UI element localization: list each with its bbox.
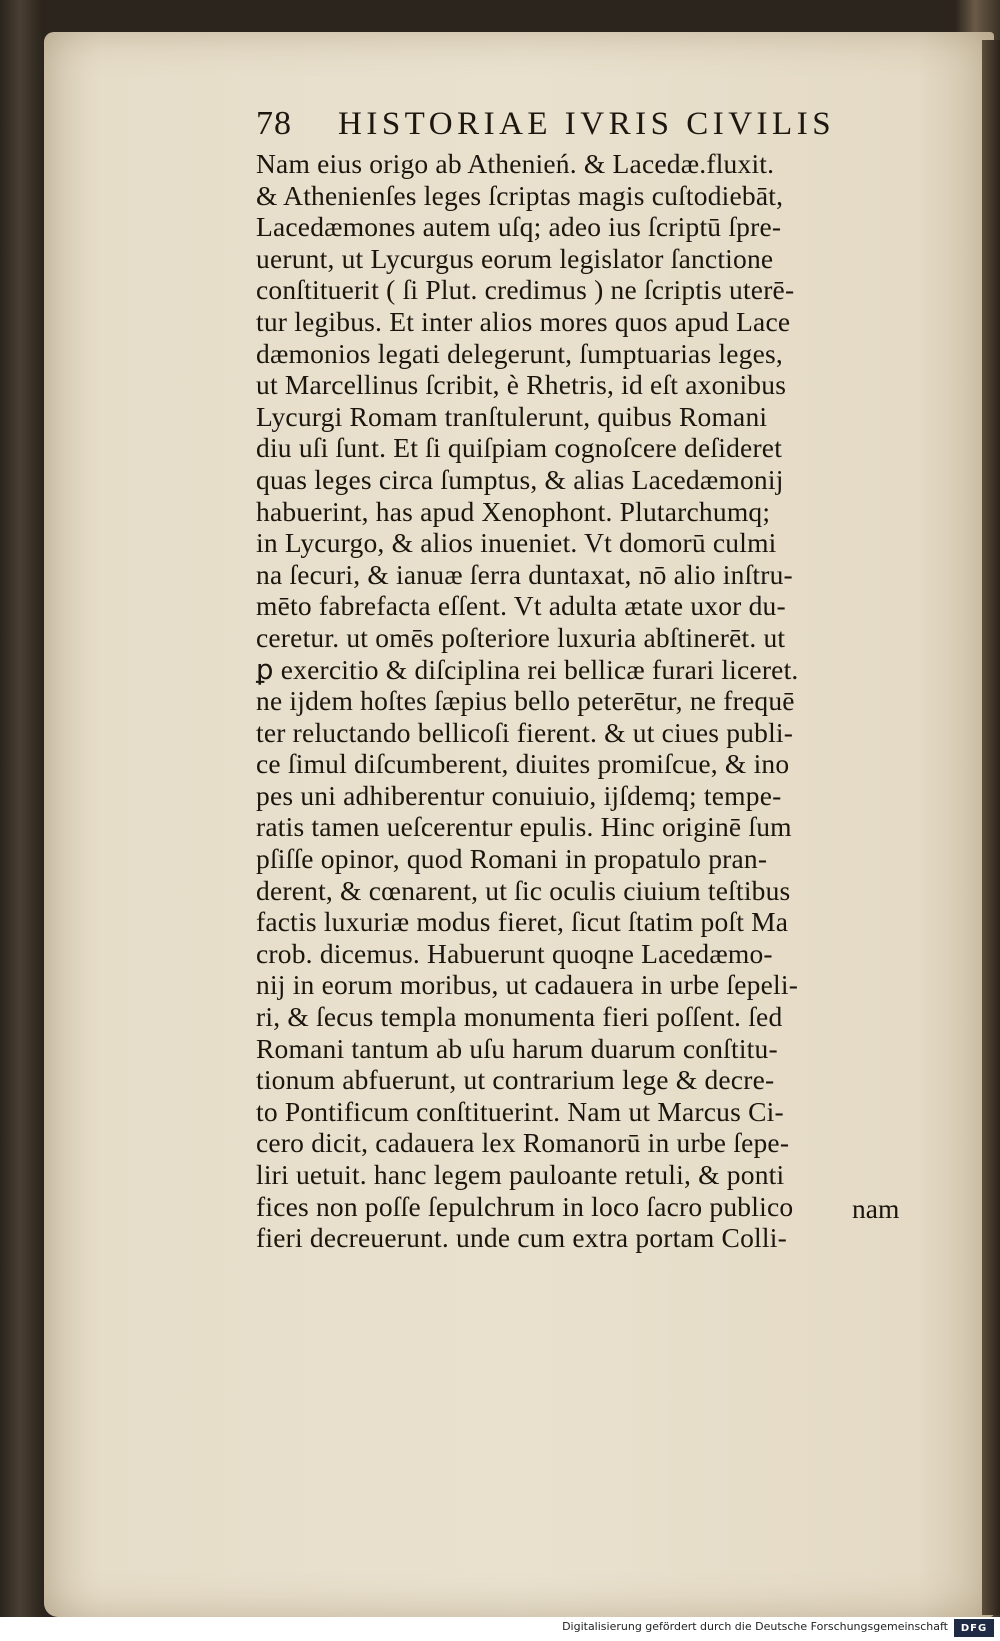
text-line: Lycurgi Romam tranſtulerunt, quibus Romani bbox=[256, 400, 768, 432]
text-line: ꝑ exercitio & diſciplina rei bellicæ furari liceret. bbox=[256, 653, 799, 685]
text-line: crob. dicemus. Habuerunt quoqne Lacedæmo- bbox=[256, 937, 773, 969]
page-header bbox=[256, 105, 906, 149]
text-line: mēto fabrefacta eſſent. Vt adulta ætate uxor du- bbox=[256, 590, 786, 622]
text-line: derent, & cœnarent, ut ſic oculis ciuium teſtibus bbox=[256, 874, 791, 906]
text-line: na ſecuri, & ianuæ ſerra duntaxat, nō alio inſtru- bbox=[256, 558, 793, 590]
text-line: Romani tantum ab uſu harum duarum conſtitu- bbox=[256, 1032, 778, 1064]
text-line: dæmonios legati delegerunt, ſumptuarias leges, bbox=[256, 337, 784, 369]
text-line: ceretur. ut omēs poſteriore luxuria abſtinerēt. ut bbox=[256, 621, 786, 653]
text-line: uerunt, ut Lycurgus eorum legislator ſanctione bbox=[256, 242, 774, 274]
body-text bbox=[256, 148, 916, 1254]
text-line: cero dicit, cadauera lex Romanorū in urbe ſepe- bbox=[256, 1127, 790, 1159]
text-line: ratis tamen ueſcerentur epulis. Hinc originē ſum bbox=[256, 811, 792, 843]
text-line: ne ijdem hoſtes ſæpius bello peterētur, ne frequē bbox=[256, 685, 795, 717]
text-line: Nam eius origo ab Athenień. & Lacedæ.fluxit. bbox=[256, 148, 775, 179]
book-spine-edge bbox=[982, 40, 1000, 1615]
text-line: ut Marcellinus ſcribit, è Rhetris, id eſt axonibus bbox=[256, 369, 787, 401]
text-line: pſiſſe opinor, quod Romani in propatulo pran- bbox=[256, 843, 768, 875]
text-line: conſtituerit ( ſi Plut. credimus ) ne ſcriptis uterē- bbox=[256, 274, 795, 306]
catchword: nam bbox=[852, 1193, 900, 1224]
text-line: Lacedæmones autem uſq; adeo ius ſcriptū ſpre- bbox=[256, 211, 782, 243]
text-line: to Pontificum conſtituerint. Nam ut Marcus Ci- bbox=[256, 1095, 784, 1127]
text-line: factis luxuriæ modus fieret, ſicut ſtatim poſt Ma bbox=[256, 906, 789, 938]
text-line: diu uſi ſunt. Et ſi quiſpiam cognoſcere deſideret bbox=[256, 432, 783, 464]
text-line: tur legibus. Et inter alios mores quos apud Lace bbox=[256, 305, 791, 337]
footer-bar bbox=[0, 1617, 1000, 1641]
footer-credit: Digitalisierung gefördert durch die Deutsche Forschungsgemeinschaft bbox=[562, 1620, 948, 1633]
page-number: 78 bbox=[256, 105, 292, 142]
text-line: ri, & ſecus templa monumenta fieri poſſent. ſed bbox=[256, 1001, 783, 1033]
text-line: in Lycurgo, & alios inueniet. Vt domorū culmi bbox=[256, 527, 777, 559]
text-line: fices non poſſe ſepulchrum in loco ſacro publico bbox=[256, 1190, 794, 1222]
running-head: HISTORIAE IVRIS CIVILIS bbox=[338, 106, 836, 142]
text-line: quas leges circa ſumptus, & alias Lacedæmonij bbox=[256, 463, 784, 495]
text-line: & Athenienſes leges ſcriptas magis cuſtodiebāt, bbox=[256, 179, 784, 211]
text-line: ce ſimul diſcumberent, diuites promiſcue, & ino bbox=[256, 748, 790, 780]
text-line: pes uni adhiberentur conuiuio, ijſdemq; tempe- bbox=[256, 779, 782, 811]
text-line: fieri decreuerunt. unde cum extra portam Colli- bbox=[256, 1222, 787, 1254]
text-line: habuerint, has apud Xenophont. Plutarchumq; bbox=[256, 495, 771, 527]
text-line: tionum abfuerunt, ut contrarium lege & decre- bbox=[256, 1064, 775, 1096]
text-line: liri uetuit. hanc legem pauloante retuli, & ponti bbox=[256, 1159, 785, 1190]
text-line: ter reluctando bellicoſi fierent. & ut ciues publi- bbox=[256, 716, 794, 748]
text-line: nij in eorum moribus, ut cadauera in urbe ſepeli- bbox=[256, 969, 799, 1001]
dfg-logo: DFG bbox=[954, 1619, 994, 1637]
